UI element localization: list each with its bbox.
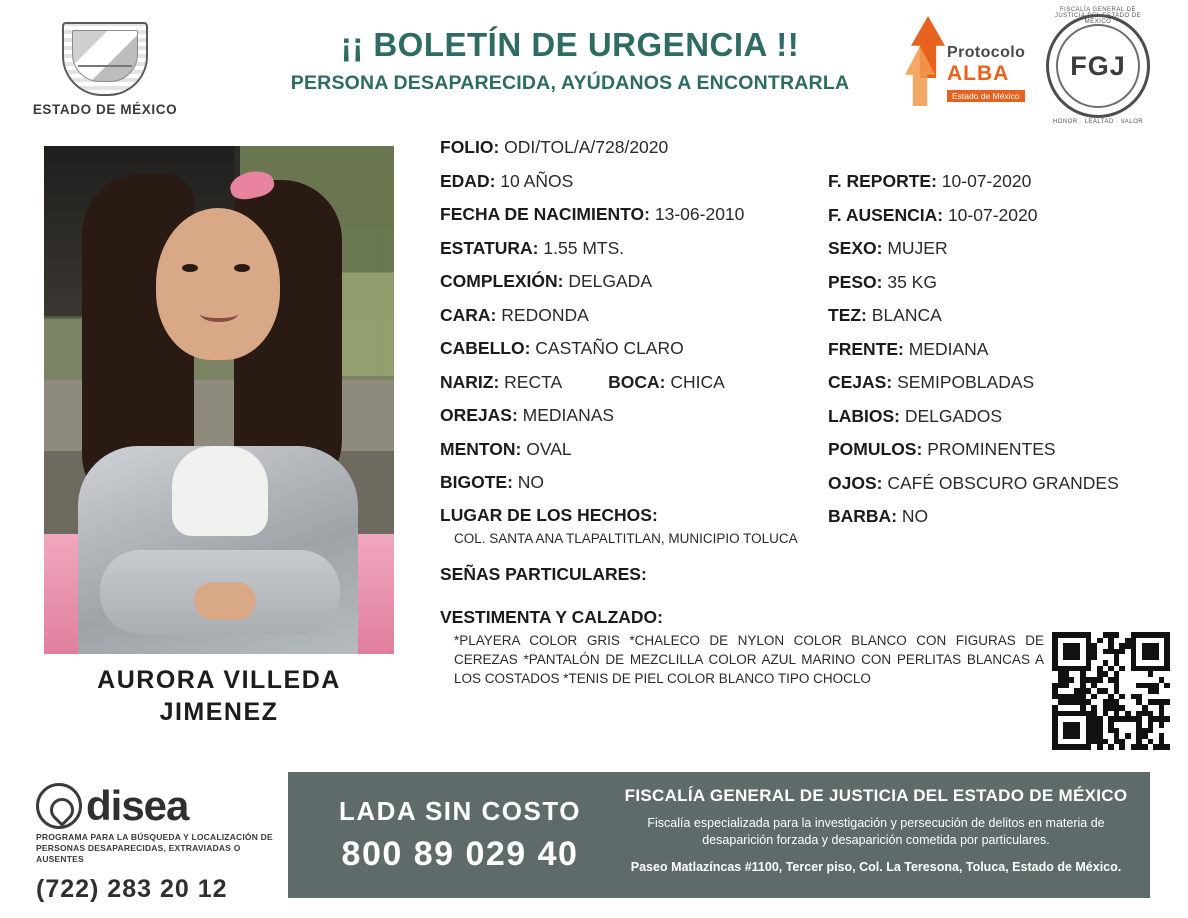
odisea-mark-icon	[36, 783, 82, 829]
crest-label: ESTADO DE MÉXICO	[32, 102, 178, 117]
alba-line3: Estado de México	[947, 90, 1025, 102]
field-cabello	[440, 337, 835, 359]
field-complexion	[440, 270, 835, 292]
photo-eye-left	[182, 264, 198, 272]
field-cejas-label: CEJAS:	[828, 372, 893, 392]
vestimenta-label: VESTIMENTA Y CALZADO:	[440, 606, 663, 627]
odisea-logo	[36, 782, 286, 830]
field-boca-label: BOCA:	[608, 371, 666, 392]
field-folio	[440, 136, 835, 158]
field-sexo	[828, 237, 1178, 259]
fgj-seal	[1046, 7, 1150, 125]
field-ojos	[828, 472, 1178, 494]
field-cabello-value: CASTAÑO CLARO	[535, 338, 684, 358]
field-fecha-nacimiento-value: 13-06-2010	[654, 204, 745, 224]
vestimenta-text: *PLAYERA COLOR GRIS *CHALECO DE NYLON COLOR BLANCO CON FIGURAS DE CEREZAS *PANTALÓN DE MEZCLILLA COLOR AZUL MARINO CON PERLITAS BLANCAS A LOS COSTADOS *TENIS DE PIEL COLOR BLANCO TIPO CHOCLO	[454, 632, 1044, 686]
lada-number[interactable]: 800 89 029 40	[341, 835, 579, 873]
field-orejas	[440, 404, 835, 426]
field-edad-value: 10 AÑOS	[500, 170, 574, 191]
odisea-wordmark: disea	[86, 782, 189, 829]
photo-eye-right	[234, 264, 250, 272]
right-column	[828, 170, 1178, 539]
field-barba	[828, 505, 1178, 527]
photo-smile	[200, 306, 238, 322]
alba-line1: Protocolo	[947, 44, 1026, 61]
field-edad	[440, 170, 835, 192]
field-bigote-value: NO	[517, 472, 545, 492]
odisea-logo-block	[36, 782, 286, 904]
field-nariz-boca	[440, 371, 835, 393]
field-f-reporte	[828, 170, 1178, 192]
photo-shirt	[172, 446, 268, 536]
field-menton-value: OVAL	[526, 438, 572, 459]
field-pomulos-value: PROMINENTES	[927, 439, 1056, 459]
field-cabello-label: CABELLO:	[440, 338, 531, 358]
field-labios	[828, 405, 1178, 427]
field-frente	[828, 338, 1178, 360]
person-photo	[44, 146, 394, 654]
field-cara	[440, 304, 835, 326]
fgj-footer-block	[612, 786, 1140, 875]
field-complexion-value: DELGADA	[568, 271, 652, 291]
field-labios-value: DELGADOS	[904, 405, 1003, 426]
qr-code[interactable]	[1052, 632, 1170, 750]
lugar-hechos-label: LUGAR DE LOS HECHOS:	[440, 504, 658, 525]
field-sexo-value: MUJER	[887, 238, 948, 258]
field-folio-label: FOLIO:	[440, 137, 500, 157]
field-complexion-label: COMPLEXIÓN:	[440, 271, 564, 291]
field-boca-value: CHICA	[670, 371, 725, 392]
field-tez-value: BLANCA	[871, 305, 942, 325]
field-tez-label: TEZ:	[828, 305, 867, 325]
title-block	[250, 26, 890, 95]
odisea-phone[interactable]: (722) 283 20 12	[36, 875, 228, 903]
field-nariz-value: RECTA	[504, 371, 562, 392]
fgj-seal-bottom-text: HONOR · LEALTAD · VALOR	[1052, 119, 1144, 125]
qr-code-grid	[1052, 632, 1170, 750]
field-nariz-label: NARIZ:	[440, 371, 500, 392]
field-frente-value: MEDIANA	[908, 338, 989, 359]
field-orejas-value: MEDIANAS	[522, 405, 615, 425]
field-f-reporte-value: 10-07-2020	[941, 171, 1032, 191]
field-fecha-nacimiento-label: FECHA DE NACIMIENTO:	[440, 204, 650, 224]
coat-of-arms-icon	[62, 22, 148, 96]
photo-face	[156, 208, 280, 360]
lugar-hechos-text: COL. SANTA ANA TLAPALTITLAN, MUNICIPIO TOLUCA	[454, 530, 798, 546]
page-subtitle: PERSONA DESAPARECIDA, AYÚDANOS A ENCONTRARLA	[290, 72, 850, 94]
field-ojos-value: CAFÉ OBSCURO GRANDES	[887, 472, 1119, 493]
page-title: ¡¡ BOLETÍN DE URGENCIA !!	[340, 26, 800, 63]
field-estatura	[440, 237, 835, 259]
field-peso-value: 35 KG	[887, 271, 937, 292]
photo-hand	[194, 582, 256, 620]
field-barba-value: NO	[901, 506, 929, 526]
field-frente-label: FRENTE:	[828, 338, 904, 359]
field-cara-label: CARA:	[440, 304, 497, 325]
fgj-footer-address: Paseo Matlazíncas #1100, Tercer piso, Col. La Teresona, Toluca, Estado de México.	[630, 860, 1122, 874]
field-menton	[440, 438, 835, 460]
field-fecha-nacimiento	[440, 203, 835, 225]
field-bigote-label: BIGOTE:	[440, 472, 513, 492]
field-bigote	[440, 471, 835, 493]
field-cejas-value: SEMIPOBLADAS	[897, 372, 1035, 392]
odisea-subtitle: PROGRAMA PARA LA BÚSQUEDA Y LOCALIZACIÓN DE PERSONAS DESAPARECIDAS, EXTRAVIADAS O AUSENTES	[36, 832, 273, 864]
fgj-footer-subtitle: Fiscalía especializada para la investigación y persecución de delitos en materia de desaparición forzada y desaparición cometida por particulares.	[647, 816, 1105, 847]
field-sexo-label: SEXO:	[828, 238, 883, 258]
fgj-seal-inner	[1056, 24, 1140, 108]
field-cejas	[828, 371, 1178, 393]
field-f-ausencia	[828, 204, 1178, 226]
field-peso-label: PESO:	[828, 271, 883, 292]
field-labios-label: LABIOS:	[828, 405, 900, 426]
field-estatura-value: 1.55 MTS.	[543, 237, 625, 258]
field-cara-value: REDONDA	[501, 304, 589, 325]
field-ojos-label: OJOS:	[828, 472, 883, 493]
alba-line2: ALBA	[947, 62, 1010, 85]
field-folio-value: ODI/TOL/A/728/2020	[504, 137, 669, 157]
protocolo-alba-logo	[903, 16, 1033, 116]
field-barba-label: BARBA:	[828, 506, 898, 526]
field-orejas-label: OREJAS:	[440, 405, 518, 425]
field-f-ausencia-value: 10-07-2020	[947, 204, 1038, 225]
field-tez	[828, 304, 1178, 326]
field-peso	[828, 271, 1178, 293]
field-pomulos	[828, 438, 1178, 460]
fgj-footer-title: FISCALÍA GENERAL DE JUSTICIA DEL ESTADO DE MÉXICO	[624, 786, 1128, 805]
field-menton-label: MENTON:	[440, 438, 522, 459]
fgj-seal-top-text: FISCALÍA GENERAL DE JUSTICIA DEL ESTADO DE MÉXICO	[1054, 7, 1142, 25]
field-f-reporte-label: F. REPORTE:	[828, 171, 937, 191]
field-pomulos-label: POMULOS:	[828, 439, 923, 459]
header	[0, 0, 1188, 130]
fgj-seal-letters: FGJ	[1070, 50, 1126, 81]
lada-label: LADA SIN COSTO	[338, 796, 581, 826]
field-f-ausencia-label: F. AUSENCIA:	[828, 204, 944, 225]
person-name: AURORA VILLEDA JIMENEZ	[97, 666, 341, 726]
edomex-crest	[30, 22, 180, 117]
field-edad-label: EDAD:	[440, 170, 496, 191]
alba-text	[947, 44, 1025, 104]
field-estatura-label: ESTATURA:	[440, 237, 539, 258]
senas-particulares-label: SEÑAS PARTICULARES:	[440, 563, 647, 584]
lada-block	[310, 796, 610, 874]
